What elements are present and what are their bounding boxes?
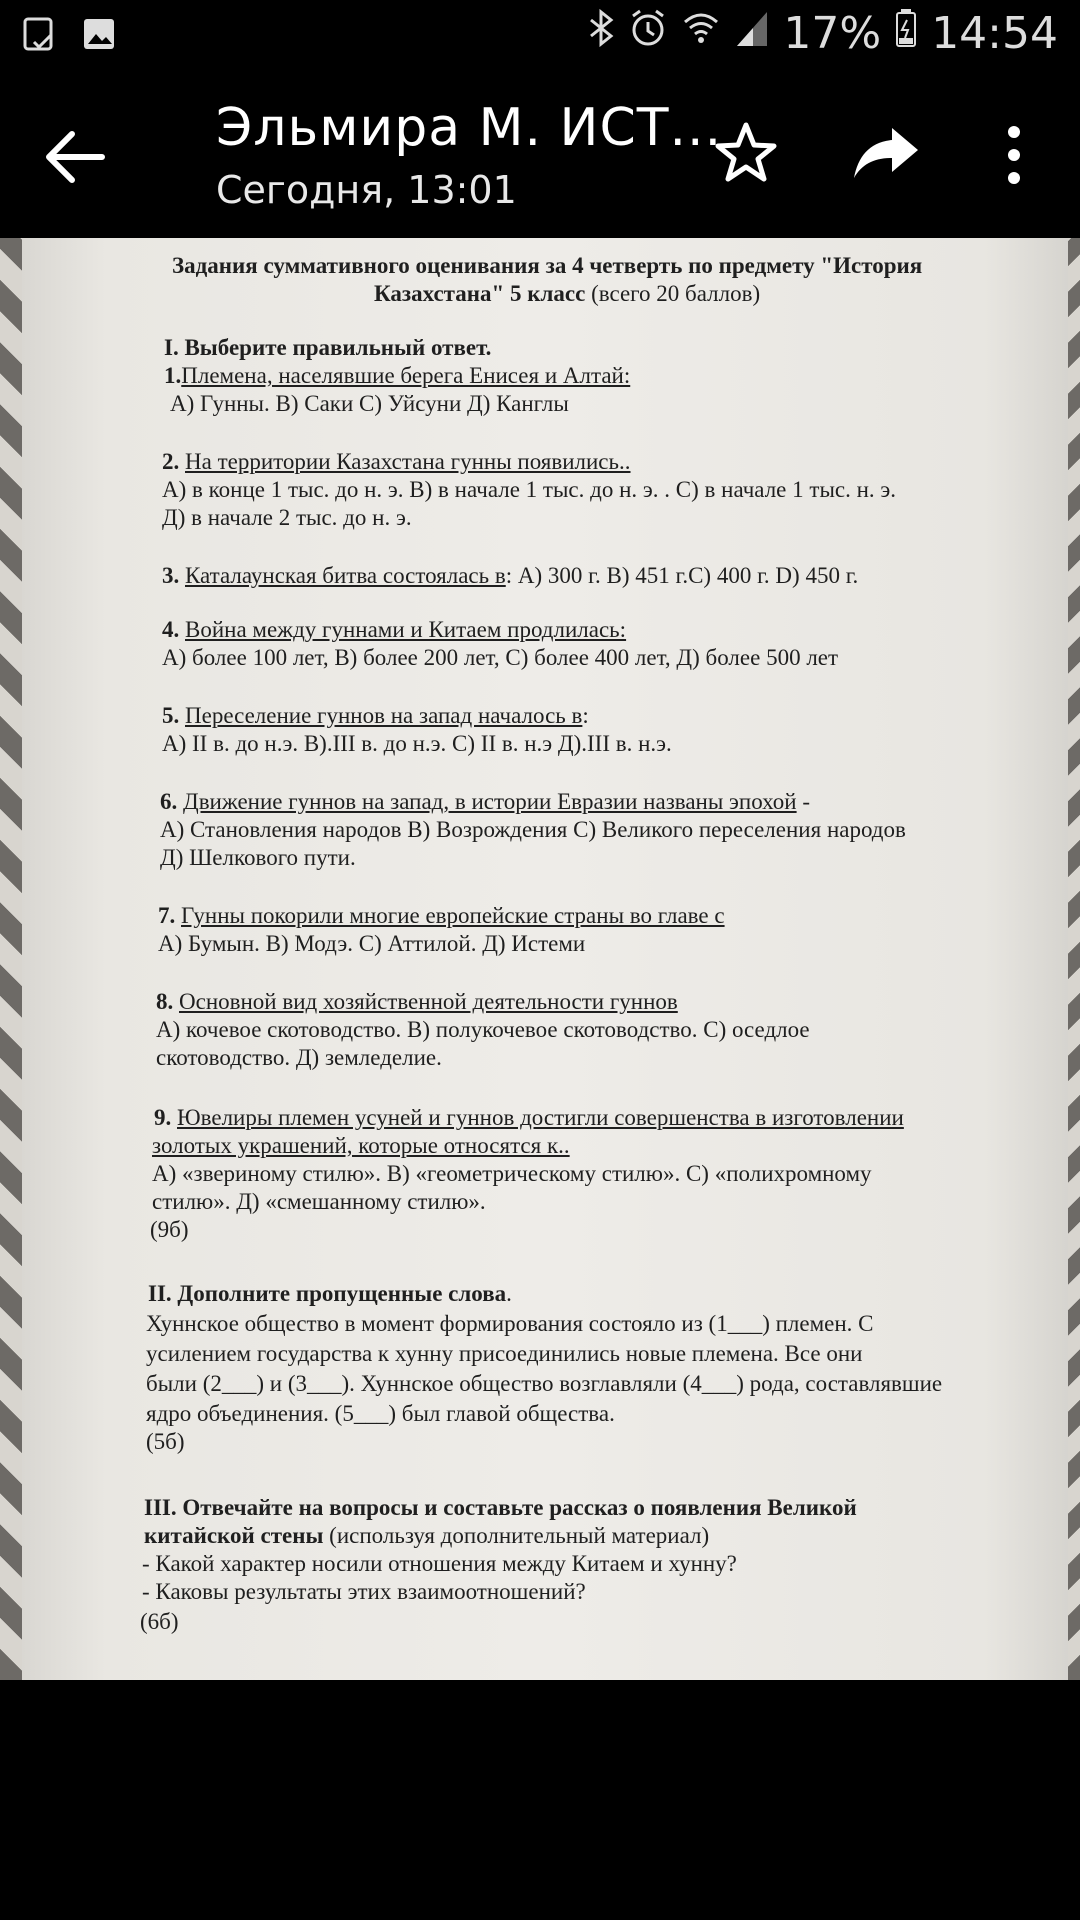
question-text: Ювелиры племен усуней и гуннов достигли совершенства в изготовлении [177,1105,904,1130]
question-8 [156,988,678,1016]
section3-points: (6б) [140,1609,179,1634]
section2-line1: Хуннское общество в момент формирования состояло из (1___) племен. С [146,1311,874,1336]
empty-bottom-area [0,1680,1080,1920]
question-text: Гунны покорили многие европейские страны во главе с [181,903,725,928]
doc-title-line2 [374,280,760,308]
doc-title-line2-bold: Казахстана" 5 класс [374,281,586,306]
gallery-icon [82,16,116,57]
bluetooth-icon [587,8,615,59]
section2-line3: были (2___) и (3___). Хуннское общество возглавляли (4___) рода, составлявшие [146,1371,943,1396]
answers-8a: А) кочевое скотоводство. В) полукочевое скотоводство. С) оседлое [156,1017,810,1042]
answers-2a: А) в конце 1 тыс. до н. э. В) в начале 1 тыс. до н. э. . С) в начале 1 тыс. н. э. [162,477,897,502]
more-vert-icon[interactable] [994,120,1034,190]
answers-7: А) Бумын. В) Модэ. С) Аттилой. Д) Истеми [158,931,586,956]
question-text: Племена, населявшие берега Енисея и Алтай: [181,363,631,388]
question-number: 8. [156,989,174,1014]
question-number: 2. [162,449,180,474]
clock: 14:54 [931,8,1058,59]
status-bar [0,0,1080,76]
answers-3: : А) 300 г. В) 451 г.С) 400 г. D) 450 г. [505,563,859,588]
chat-timestamp: Сегодня, 13:01 [216,168,517,212]
section3-question2: - Каковы результаты этих взаимоотношений? [142,1579,586,1604]
signal-icon [735,8,769,59]
wifi-icon [681,8,721,59]
section2-points: (5б) [146,1429,185,1454]
battery-percent: 17% [783,8,882,59]
question-1 [164,362,630,390]
section2-line2: усилением государства к хунну присоединились новые племена. Все они [146,1341,863,1366]
answers-6a: А) Становления народов В) Возрождения С) Великого переселения народов [160,817,906,842]
question-text: Каталаунская битва состоялась в [185,563,506,588]
chat-title: Эльмира М. ИСТ... [216,98,723,158]
share-icon[interactable] [852,124,922,184]
alarm-icon [629,8,667,59]
question-number: 5. [162,703,180,728]
question-text: Переселение гуннов на запад началось в [185,703,583,728]
section2-heading-text: II. Дополните пропущенные слова [148,1281,507,1306]
back-arrow-icon[interactable] [40,122,110,192]
question-text: Война между гуннами и Китаем продлилась: [185,617,627,642]
answers-9b: стилю». Д) «смешанному стилю». [152,1189,486,1214]
section3-heading-line2 [144,1522,709,1550]
question-colon: : [582,703,589,728]
doc-title-line1: Задания суммативного оценивания за 4 четверть по предмету "История [172,253,923,278]
question-text: Основной вид хозяйственной деятельности гуннов [179,989,678,1014]
section1-points: (9б) [150,1217,189,1242]
answers-8b: скотоводство. Д) земледелие. [156,1045,442,1070]
question-number: 7. [158,903,176,928]
question-number: 3. [162,563,180,588]
question-text: На территории Казахстана гунны появились.. [185,449,631,474]
question-2 [162,448,631,476]
question-4 [162,616,626,644]
section3-heading-line1: III. Отвечайте на вопросы и составьте рассказ о появления Великой [144,1495,857,1520]
section1-heading: I. Выберите правильный ответ. [164,335,492,360]
question-number: 9. [154,1105,172,1130]
section2-line4: ядро объединения. (5___) был главой общества. [146,1401,615,1426]
paper-sheet [22,238,1068,1680]
tablecloth-right [1066,238,1080,1680]
question-number: 4. [162,617,180,642]
document-photo[interactable] [0,238,1080,1680]
section2-heading [148,1280,512,1308]
notification-icon [22,16,56,57]
app-bar [0,76,1080,238]
question-6 [160,788,810,816]
question-number: 1. [164,363,182,388]
section3-question1: - Какой характер носили отношения между Китаем и хунну? [142,1551,737,1576]
question-9-cont: золотых украшений, которые относятся к.. [152,1133,570,1158]
answers-2b: Д) в начале 2 тыс. до н. э. [162,505,412,530]
answers-9a: А) «звериному стилю». В) «геометрическому стилю». С) «полихромному [152,1161,872,1186]
question-7 [158,902,725,930]
question-number: 6. [160,789,178,814]
answers-5: А) II в. до н.э. В).III в. до н.э. С) II в. н.э Д).III в. н.э. [162,731,672,756]
star-icon[interactable] [714,120,778,184]
question-3 [162,562,858,590]
question-text: Движение гуннов на запад, в истории Евразии названы эпохой [183,789,797,814]
doc-title-line2-rest: (всего 20 баллов) [585,281,761,306]
question-5 [162,702,589,730]
section3-heading-bold: китайской стены [144,1523,324,1548]
section3-heading-rest: (используя дополнительный материал) [323,1523,710,1548]
answers-1: А) Гунны. В) Саки С) Уйсуни Д) Канглы [170,391,569,416]
answers-4: А) более 100 лет, В) более 200 лет, С) более 400 лет, Д) более 500 лет [162,645,839,670]
battery-icon [895,8,917,59]
question-dash: - [796,789,811,814]
answers-6b: Д) Шелкового пути. [160,845,356,870]
question-9 [154,1104,904,1132]
section2-heading-dot: . [506,1281,512,1306]
